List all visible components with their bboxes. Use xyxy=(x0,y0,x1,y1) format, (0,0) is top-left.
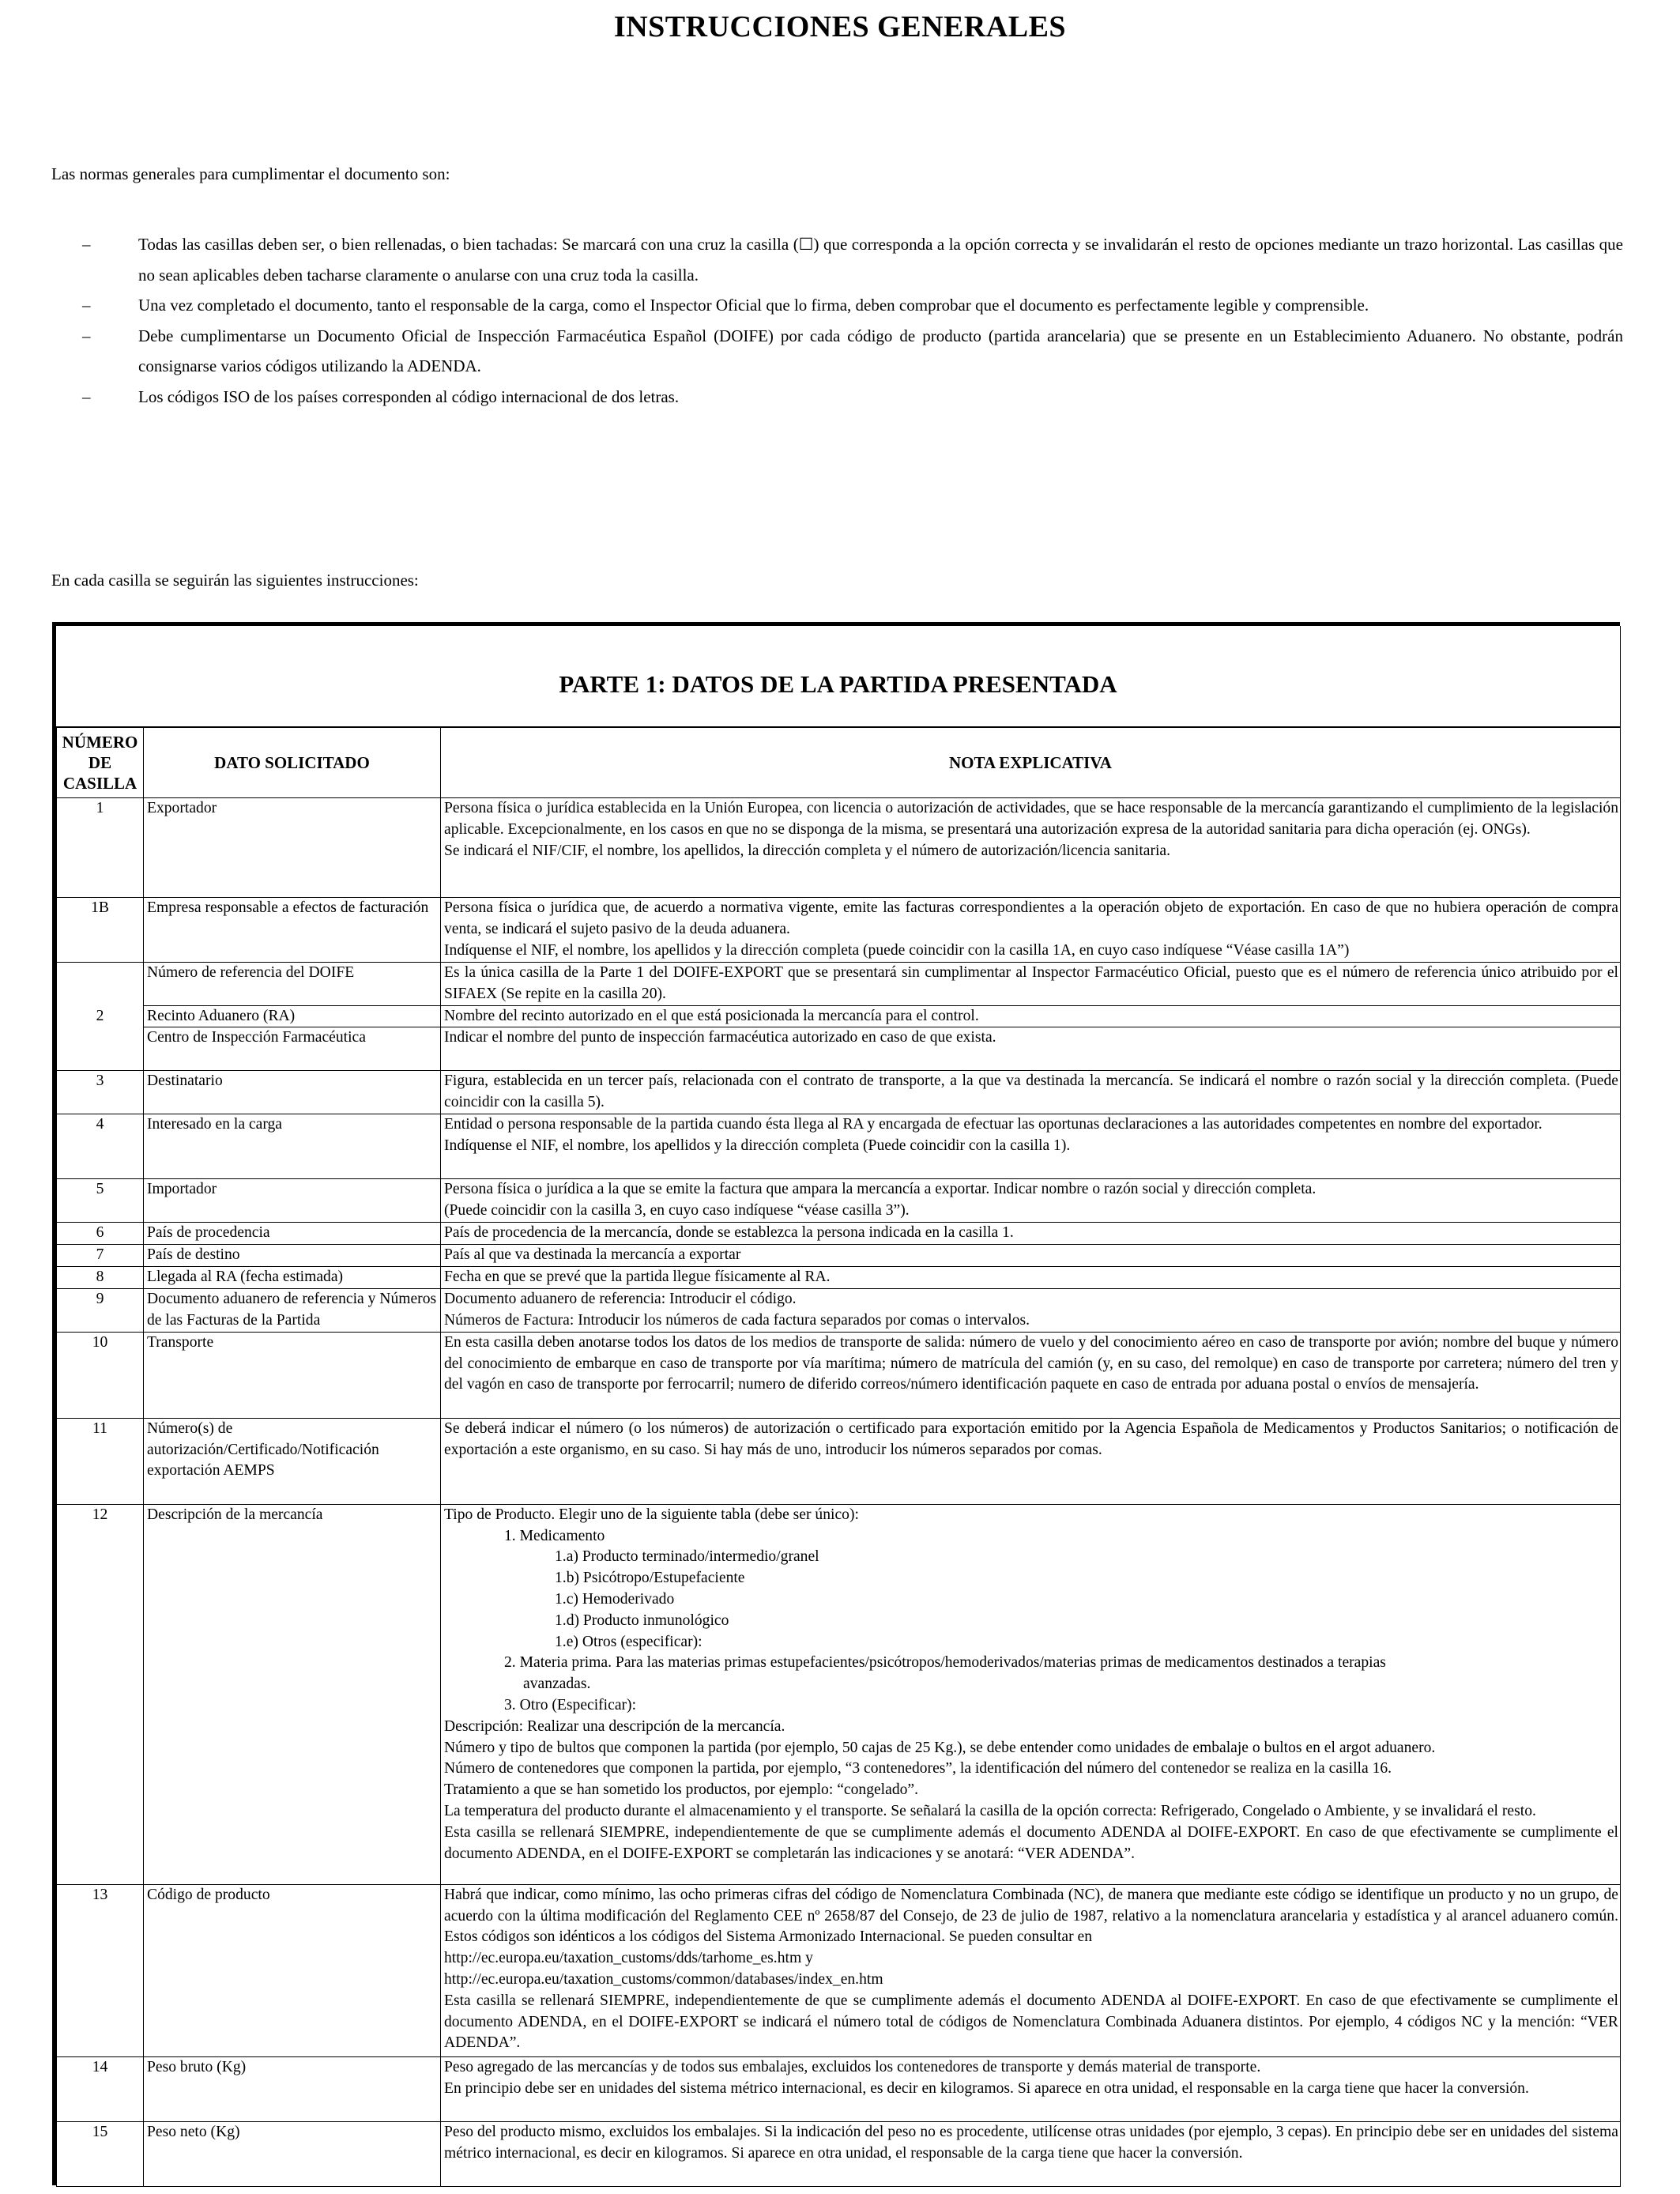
page-title: INSTRUCCIONES GENERALES xyxy=(613,10,1067,43)
casilla-note: En esta casilla deben anotarse todos los datos de los medios de transporte de salida: número de vuelo y del conocimiento aéreo en caso de transporte por avión; nombre del buque y número del conocimiento de embarque en caso de transporte por vía marítima; número de matrícula del camión (y, en su caso, del remolque) en caso de transporte por carretera; número del tren y del vagón en caso de transporte por ferrocarril; numero de diferido correos/número identificación paquete en caso de entrada por aduana postal o envíos de mensajería. xyxy=(441,1332,1621,1418)
header-numero-casilla: NÚMERO DE CASILLA xyxy=(57,728,144,798)
casilla-note: Persona física o jurídica establecida en la Unión Europea, con licencia o autorización de actividades, que se hace responsable de la mercancía garantizando el cumplimiento de la legislación aplicable. Excepcionalmente, en los casos en que no se disponga de la misma, se presentará una autorización expresa de la autoridad sanitaria para dicha operación (ej. ONGs). Se indicará el NIF/CIF, el nombre, los apellidos, la dirección completa y el número de autorización/licencia sanitaria. xyxy=(441,798,1621,898)
table-row xyxy=(57,1504,1621,1884)
table-row xyxy=(57,1114,1621,1179)
casillas-table xyxy=(56,727,1621,2187)
casilla-label: Código de producto xyxy=(144,1884,441,2056)
casilla-number: 8 xyxy=(57,1266,144,1288)
bullet-dash: – xyxy=(82,235,91,254)
table-row xyxy=(57,963,1621,1006)
casilla-note: País al que va destinada la mercancía a exportar xyxy=(441,1245,1621,1267)
casilla-number: 1B xyxy=(57,898,144,963)
header-nota-explicativa: NOTA EXPLICATIVA xyxy=(441,728,1621,798)
casilla-number: 2 xyxy=(57,963,144,1071)
casilla-label: Importador xyxy=(144,1179,441,1223)
table-row xyxy=(57,1245,1621,1267)
casilla-label: Llegada al RA (fecha estimada) xyxy=(144,1266,441,1288)
casilla-label: Número de referencia del DOIFE xyxy=(144,963,441,1006)
table-header-row xyxy=(57,728,1621,798)
casilla-note: Entidad o persona responsable de la partida cuando ésta llega al RA y encargada de efectuar las oportunas declaraciones a las autoridades competentes en nombre del exportador. Indíquense el NIF, el nombre, los apellidos y la dirección completa (Puede coincidir con la casilla 1). xyxy=(441,1114,1621,1179)
general-rules-list xyxy=(0,229,1680,412)
table-row xyxy=(57,1266,1621,1288)
casilla-note: Es la única casilla de la Parte 1 del DOIFE-EXPORT que se presentará sin cumplimentar al Inspector Farmacéutico Oficial, puesto que es el número de referencia único atribuido por el SIFAEX (Se repite en la casilla 20). xyxy=(441,963,1621,1006)
bullet-dash: – xyxy=(82,326,91,345)
casilla-label: Destinatario xyxy=(144,1071,441,1114)
casilla-number: 7 xyxy=(57,1245,144,1267)
table-row xyxy=(57,1179,1621,1223)
list-item xyxy=(0,290,1680,321)
casilla-label: Centro de Inspección Farmacéutica xyxy=(144,1027,441,1071)
table-row xyxy=(57,1027,1621,1071)
casilla-label: Interesado en la carga xyxy=(144,1114,441,1179)
casilla-label: País de procedencia xyxy=(144,1223,441,1245)
casilla-number: 11 xyxy=(57,1418,144,1504)
casilla-label: Transporte xyxy=(144,1332,441,1418)
nomenclature-link-es[interactable]: http://ec.europa.eu/taxation_customs/dds/tarhome_es.htm y xyxy=(444,1950,813,1967)
casilla-note: Documento aduanero de referencia: Introducir el código. Números de Factura: Introducir los números de cada factura separados por comas o intervalos. xyxy=(441,1288,1621,1332)
table-row xyxy=(57,1005,1621,1027)
casilla-label: Exportador xyxy=(144,798,441,898)
list-item-text: Todas las casillas deben ser, o bien rellenadas, o bien tachadas: Se marcará con una cruz la casilla (☐) que corresponda a la opción correcta y se invalidarán el resto de opciones mediante un trazo horizontal. Las casillas que no sean aplicables deben tacharse claramente o anularse con una cruz toda la casilla. xyxy=(138,235,1623,285)
casilla-number: 14 xyxy=(57,2056,144,2121)
casilla-label: Empresa responsable a efectos de facturación xyxy=(144,898,441,963)
casilla-number: 15 xyxy=(57,2121,144,2186)
casilla-label: Recinto Aduanero (RA) xyxy=(144,1005,441,1027)
table-row xyxy=(57,798,1621,898)
casilla-number: 13 xyxy=(57,1884,144,2056)
casilla-label: País de destino xyxy=(144,1245,441,1267)
intro-text: Las normas generales para cumplimentar el documento son: xyxy=(51,164,450,183)
header-dato-solicitado: DATO SOLICITADO xyxy=(144,728,441,798)
part-title: PARTE 1: DATOS DE LA PARTIDA PRESENTADA xyxy=(56,626,1620,727)
bullet-dash: – xyxy=(82,296,91,315)
list-item xyxy=(0,382,1680,413)
instructions-table xyxy=(52,622,1620,2185)
casilla-note: Fecha en que se prevé que la partida llegue físicamente al RA. xyxy=(441,1266,1621,1288)
casilla-number: 9 xyxy=(57,1288,144,1332)
casilla-label: Número(s) de autorización/Certificado/Notificación exportación AEMPS xyxy=(144,1418,441,1504)
casilla-number: 5 xyxy=(57,1179,144,1223)
casilla-note: Habrá que indicar, como mínimo, las ocho primeras cifras del código de Nomenclatura Combinada (NC), de manera que mediante este código se identifique un producto y no un grupo, de acuerdo con la última modificación del Reglamento CEE nº 2658/87 del Consejo, de 23 de julio de 1987, relativo a la nomenclatura arancelaria y estadística y al arancel aduanero común. Estos códigos son idénticos a los códigos del Sistema Armonizado Internacional. Se pueden consultar en http://ec.europa.eu/taxation_customs/dds/tarhome_es.htm y http://ec.europa.eu/taxation_customs/common/databases/index_en.htm Esta casilla se rellenará SIEMPRE, independientemente de que se cumplimente además el documento ADENDA al DOIFE-EXPORT. En caso de que efectivamente se cumplimente el documento ADENDA, en el DOIFE-EXPORT se indicará el número total de códigos de Nomenclatura Combinada Aduanera distintos. Por ejemplo, 4 códigos NC y la mención: “VER ADENDA”. xyxy=(441,1884,1621,2056)
table-row xyxy=(57,1223,1621,1245)
table-row xyxy=(57,1071,1621,1114)
list-item-text: Los códigos ISO de los países corresponden al código internacional de dos letras. xyxy=(138,386,680,406)
list-item-text: Debe cumplimentarse un Documento Oficial de Inspección Farmacéutica Español (DOIFE) por cada código de producto (partida arancelaria) que se presente en un Establecimiento Aduanero. No obstante, podrán consignarse varios códigos utilizando la ADENDA. xyxy=(138,326,1623,375)
casilla-number: 6 xyxy=(57,1223,144,1245)
list-item-text: Una vez completado el documento, tanto el responsable de la carga, como el Inspector Oficial que lo firma, deben comprobar que el documento es perfectamente legible y comprensible. xyxy=(138,296,1369,315)
casilla-note: Se deberá indicar el número (o los números) de autorización o certificado para exportación emitido por la Agencia Española de Medicamentos y Productos Sanitarios; o notificación de exportación a este organismo, en su caso. Si hay más de uno, introducir los números separados por comas. xyxy=(441,1418,1621,1504)
casilla-note: Tipo de Producto. Elegir uno de la siguiente tabla (debe ser único): 1. Medicamento 1.a) Producto terminado/intermedio/granel 1.b) Psicótropo/Estupefaciente 1.c) Hemoderivado 1.d) Producto inmunológico 1.e) Otros (especificar): 2. Materia prima. Para las materias primas estupefacientes/psicótropos/hemoderivados/materias primas de medicamentos destinados a terapias avanzadas. 3. Otro (Especificar): Descripción: Realizar una descripción de la mercancía. Número y tipo de bultos que componen la partida (por ejemplo, 50 cajas de 25 Kg.), se debe entender como unidades de embalaje o bultos en el argot aduanero. Número de contenedores que componen la partida, por ejemplo, “3 contenedores”, la identificación del número del contenedor se realiza en la casilla 16. Tratamiento a que se han sometido los productos, por ejemplo: “congelado”. La temperatura del producto durante el almacenamiento y el transporte. Se señalará la casilla de la opción correcta: Refrigerado, Congelado o Ambiente, y se invalidará el resto. Esta casilla se rellenará SIEMPRE, independientemente de que se cumplimente además el documento ADENDA al DOIFE-EXPORT. En caso de que efectivamente se cumplimente el documento ADENDA, en el DOIFE-EXPORT se completarán las indicaciones y se anotará: “VER ADENDA”. xyxy=(441,1504,1621,1884)
table-row xyxy=(57,1418,1621,1504)
list-item xyxy=(0,229,1680,290)
casilla-label: Documento aduanero de referencia y Números de las Facturas de la Partida xyxy=(144,1288,441,1332)
table-row xyxy=(57,2056,1621,2121)
casilla-number: 3 xyxy=(57,1071,144,1114)
casilla-number: 1 xyxy=(57,798,144,898)
casilla-note: Peso del producto mismo, excluidos los embalajes. Si la indicación del peso no es procedente, utilícense otras unidades (por ejemplo, 3 cepas). En principio debe ser en unidades del sistema métrico internacional, es decir en kilogramos. Si aparece en otra unidad, el responsable de la carga tiene que hacer la conversión. xyxy=(441,2121,1621,2186)
section-intro: En cada casilla se seguirán las siguientes instrucciones: xyxy=(51,571,419,590)
casilla-note: Nombre del recinto autorizado en el que está posicionada la mercancía para el control. xyxy=(441,1005,1621,1027)
table-row xyxy=(57,898,1621,963)
casilla-label: Peso neto (Kg) xyxy=(144,2121,441,2186)
casilla-note: Peso agregado de las mercancías y de todos sus embalajes, excluidos los contenedores de transporte y demás material de transporte. En principio debe ser en unidades del sistema métrico internacional, es decir en kilogramos. Si aparece en otra unidad, el responsable en la carga tiene que hacer la conversión. xyxy=(441,2056,1621,2121)
list-item xyxy=(0,321,1680,382)
table-row xyxy=(57,1332,1621,1418)
nomenclature-link-en[interactable]: http://ec.europa.eu/taxation_customs/common/databases/index_en.htm xyxy=(444,1970,883,1988)
table-row xyxy=(57,1884,1621,2056)
casilla-note: Persona física o jurídica que, de acuerdo a normativa vigente, emite las facturas correspondientes a la operación objeto de exportación. En caso de que no hubiera operación de compra venta, se indicará el sujeto pasivo de la deuda aduanera. Indíquense el NIF, el nombre, los apellidos y la dirección completa (puede coincidir con la casilla 1A, en cuyo caso indíquese “Véase casilla 1A”) xyxy=(441,898,1621,963)
casilla-number: 4 xyxy=(57,1114,144,1179)
bullet-dash: – xyxy=(82,386,91,406)
table-row xyxy=(57,1288,1621,1332)
casilla-note: Indicar el nombre del punto de inspección farmacéutica autorizado en caso de que exista. xyxy=(441,1027,1621,1071)
casilla-note: País de procedencia de la mercancía, donde se establezca la persona indicada en la casilla 1. xyxy=(441,1223,1621,1245)
casilla-number: 10 xyxy=(57,1332,144,1418)
casilla-note: Figura, establecida en un tercer país, relacionada con el contrato de transporte, a la que va destinada la mercancía. Se indicará el nombre o razón social y la dirección completa. (Puede coincidir con la casilla 5). xyxy=(441,1071,1621,1114)
casilla-note: Persona física o jurídica a la que se emite la factura que ampara la mercancía a exportar. Indicar nombre o razón social y dirección completa. (Puede coincidir con la casilla 3, en cuyo caso indíquese “véase casilla 3”). xyxy=(441,1179,1621,1223)
casilla-label: Descripción de la mercancía xyxy=(144,1504,441,1884)
casilla-number: 12 xyxy=(57,1504,144,1884)
casilla-label: Peso bruto (Kg) xyxy=(144,2056,441,2121)
table-row xyxy=(57,2121,1621,2186)
